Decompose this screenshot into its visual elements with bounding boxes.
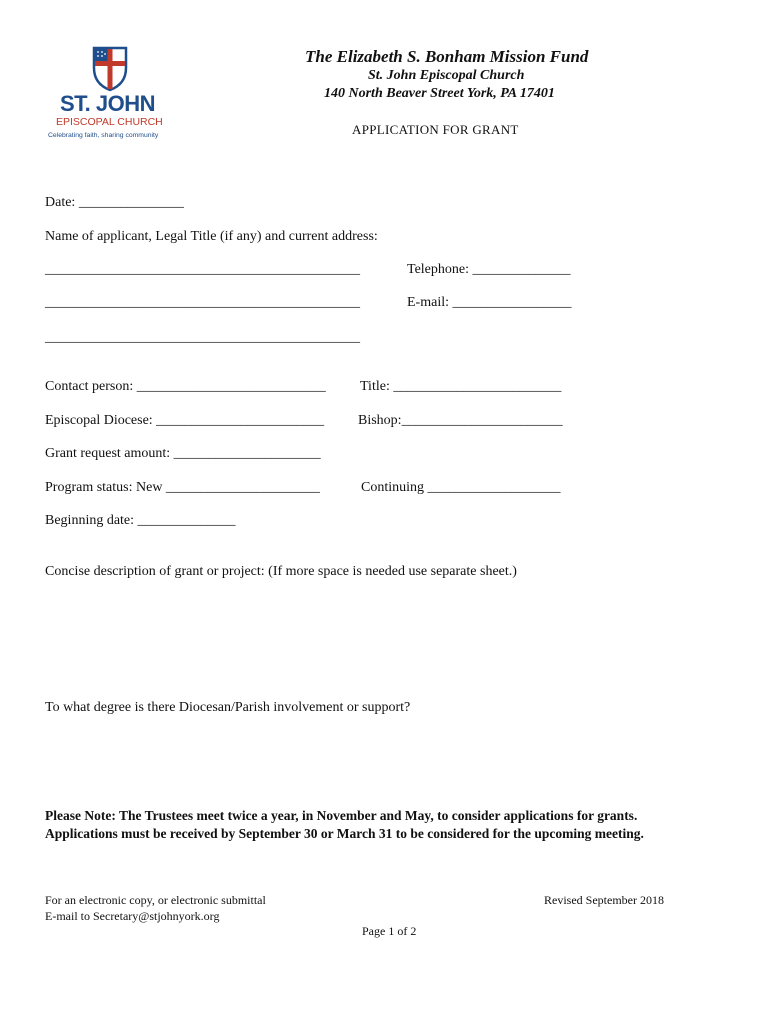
form-title: APPLICATION FOR GRANT [352,122,519,137]
church-name: St. John Episcopal Church [368,68,525,83]
program-status-continuing-field[interactable]: Continuing ___________________ [361,480,561,495]
name-prompt: Name of applicant, Legal Title (if any) and current address: [45,229,378,244]
page-number: Page 1 of 2 [362,924,417,938]
revised-date: Revised September 2018 [544,893,664,907]
secretary-email: E-mail to Secretary@stjohnyork.org [45,909,220,923]
fund-title: The Elizabeth S. Bonham Mission Fund [305,47,589,66]
contact-person-field[interactable]: Contact person: ___________________________ [45,379,326,394]
bishop-field[interactable]: Bishop:_______________________ [358,413,563,428]
church-logo [44,44,174,144]
title-field[interactable]: Title: ________________________ [360,379,562,394]
note-line-1: Please Note: The Trustees meet twice a year, in November and May, to consider applications for grants. [45,808,638,823]
date-field[interactable]: Date: _______________ [45,195,184,210]
electronic-copy-note: For an electronic copy, or electronic submittal [45,893,266,907]
email-field[interactable]: E-mail: _________________ [407,295,572,310]
description-prompt: Concise description of grant or project: (If more space is needed use separate sheet.) [45,564,517,579]
program-status-new-field[interactable]: Program status: New ______________________ [45,480,320,495]
telephone-field[interactable]: Telephone: ______________ [407,262,571,277]
address-line-2[interactable]: _____________________________________________ [45,295,360,310]
diocese-field[interactable]: Episcopal Diocese: ________________________ [45,413,325,428]
address-line-3[interactable]: _____________________________________________ [45,330,360,345]
beginning-date-field[interactable]: Beginning date: ______________ [45,513,236,528]
logo-tagline: Celebrating faith, sharing community [48,132,159,139]
note-line-2: Applications must be received by September 30 or March 31 to be considered for the upcoming meeting. [45,826,644,841]
episcopal-shield-icon [90,44,130,92]
involvement-prompt: To what degree is there Diocesan/Parish involvement or support? [45,700,411,715]
grant-amount-field[interactable]: Grant request amount: _____________________ [45,446,321,461]
address-line-1[interactable]: _____________________________________________ [45,262,360,277]
logo-subtitle: EPISCOPAL CHURCH [56,116,163,128]
church-address: 140 North Beaver Street York, PA 17401 [324,86,555,101]
logo-name: ST. JOHN [60,91,156,116]
